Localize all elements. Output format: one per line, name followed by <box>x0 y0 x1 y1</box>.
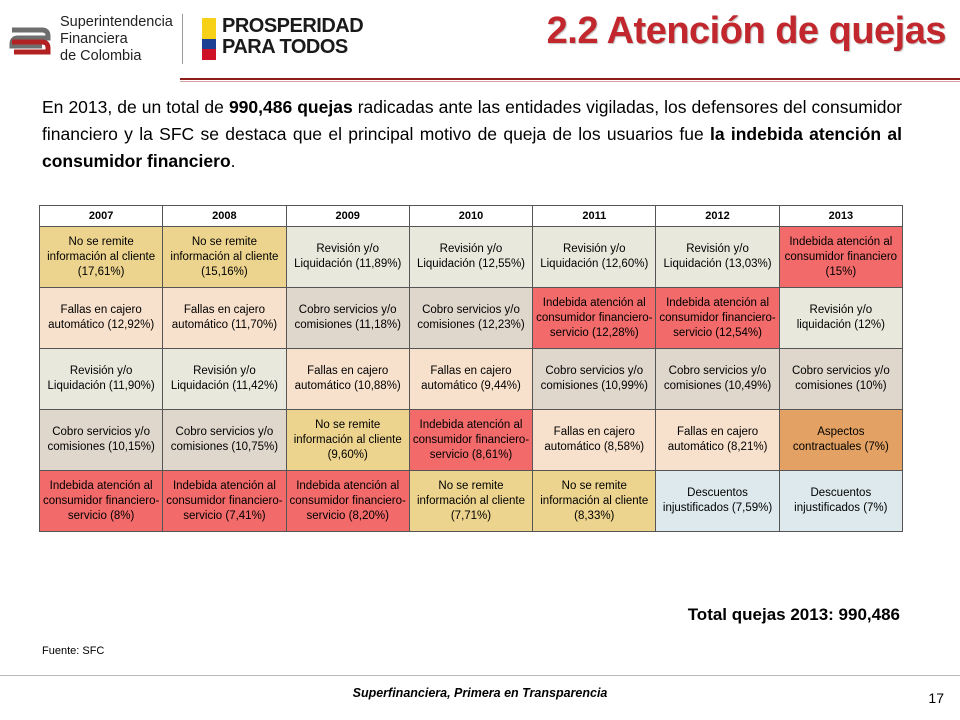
table-row <box>40 288 903 349</box>
logo-divider <box>182 14 183 64</box>
table-cell: Fallas en cajero automático (9,44%) <box>409 349 532 410</box>
sfc-logo-line-2: Financiera <box>60 31 128 47</box>
sfc-logo-line-1: Superintendencia <box>60 14 173 30</box>
table-cell: Cobro servicios y/o comisiones (10,99%) <box>533 349 656 410</box>
sfc-logo <box>8 12 188 68</box>
header <box>0 0 960 78</box>
intro-bold-total: 990,486 quejas <box>228 97 353 117</box>
table-cell: Indebida atención al consumidor financiero-servicio (8,61%) <box>409 410 532 471</box>
table-row <box>40 410 903 471</box>
complaints-table <box>39 205 903 532</box>
table-cell: Fallas en cajero automático (8,58%) <box>533 410 656 471</box>
prosperidad-line-2: PARA TODOS <box>222 36 348 58</box>
sfc-logo-mark-icon <box>8 18 52 62</box>
page-title: 2.2 Atención de quejas <box>546 10 946 52</box>
prosperidad-line-1: PROSPERIDAD <box>222 15 364 37</box>
table-cell: No se remite información al cliente (17,61%) <box>40 227 163 288</box>
table-cell: Cobro servicios y/o comisiones (10,15%) <box>40 410 163 471</box>
table-cell: Indebida atención al consumidor financiero-servicio (12,54%) <box>656 288 779 349</box>
table-cell: Fallas en cajero automático (8,21%) <box>656 410 779 471</box>
table-row <box>40 471 903 532</box>
table-cell: Fallas en cajero automático (12,92%) <box>40 288 163 349</box>
intro-text-3: . <box>230 151 236 171</box>
table-cell: Descuentos injustificados (7,59%) <box>656 471 779 532</box>
table-cell: No se remite información al cliente (9,60%) <box>286 410 409 471</box>
prosperidad-logo-text <box>222 16 363 58</box>
year-header: 2011 <box>533 206 656 227</box>
table-cell: Revisión y/o Liquidación (11,90%) <box>40 349 163 410</box>
table-cell: Revisión y/o Liquidación (12,60%) <box>533 227 656 288</box>
table-row <box>40 349 903 410</box>
sfc-logo-line-3: de Colombia <box>60 48 142 64</box>
year-header: 2009 <box>286 206 409 227</box>
year-header: 2013 <box>779 206 902 227</box>
table-cell: Revisión y/o liquidación (12%) <box>779 288 902 349</box>
intro-bold-motive: la indebida atención al consumidor financiero <box>42 124 902 171</box>
year-header: 2008 <box>163 206 286 227</box>
footer-divider <box>0 675 960 676</box>
table-cell: No se remite información al cliente (15,16%) <box>163 227 286 288</box>
table-cell: Aspectos contractuales (7%) <box>779 410 902 471</box>
table-cell: Indebida atención al consumidor financiero (15%) <box>779 227 902 288</box>
table-cell: Indebida atención al consumidor financiero-servicio (8,20%) <box>286 471 409 532</box>
sfc-logo-text <box>60 14 173 65</box>
intro-text-2: radicadas ante las entidades vigiladas, los defensores del consumidor financiero y la SFC se destaca que el principal motivo de queja de los usuarios fue <box>42 97 903 144</box>
table-cell: Cobro servicios y/o comisiones (12,23%) <box>409 288 532 349</box>
table-cell: Cobro servicios y/o comisiones (10%) <box>779 349 902 410</box>
table-cell: Cobro servicios y/o comisiones (10,49%) <box>656 349 779 410</box>
intro-paragraph <box>42 94 902 175</box>
year-header: 2010 <box>409 206 532 227</box>
table-cell: Fallas en cajero automático (11,70%) <box>163 288 286 349</box>
source-note: Fuente: SFC <box>42 645 105 657</box>
total-complaints: Total quejas 2013: 990,486 <box>687 605 900 624</box>
table-cell: Descuentos injustificados (7%) <box>779 471 902 532</box>
table-cell: Revisión y/o Liquidación (12,55%) <box>409 227 532 288</box>
colombia-flag-icon <box>202 18 216 60</box>
table-header-row <box>40 206 903 227</box>
table-cell: No se remite información al cliente (7,71%) <box>409 471 532 532</box>
intro-text-1: En 2013, de un total de <box>42 97 229 117</box>
table-cell: Fallas en cajero automático (10,88%) <box>286 349 409 410</box>
table-cell: Revisión y/o Liquidación (13,03%) <box>656 227 779 288</box>
year-header: 2012 <box>656 206 779 227</box>
page-number: 17 <box>928 690 944 706</box>
table-cell: No se remite información al cliente (8,33%) <box>533 471 656 532</box>
footer-slogan: Superfinanciera, Primera en Transparencia <box>352 686 608 700</box>
prosperidad-logo <box>202 14 364 64</box>
table-cell: Revisión y/o Liquidación (11,42%) <box>163 349 286 410</box>
table-cell: Cobro servicios y/o comisiones (10,75%) <box>163 410 286 471</box>
title-underline-shadow <box>180 81 960 82</box>
year-header: 2007 <box>40 206 163 227</box>
table-cell: Revisión y/o Liquidación (11,89%) <box>286 227 409 288</box>
table-row <box>40 227 903 288</box>
table-cell: Cobro servicios y/o comisiones (11,18%) <box>286 288 409 349</box>
table-cell: Indebida atención al consumidor financiero-servicio (8%) <box>40 471 163 532</box>
table-cell: Indebida atención al consumidor financiero-servicio (12,28%) <box>533 288 656 349</box>
table-cell: Indebida atención al consumidor financiero-servicio (7,41%) <box>163 471 286 532</box>
title-underline <box>180 78 960 80</box>
